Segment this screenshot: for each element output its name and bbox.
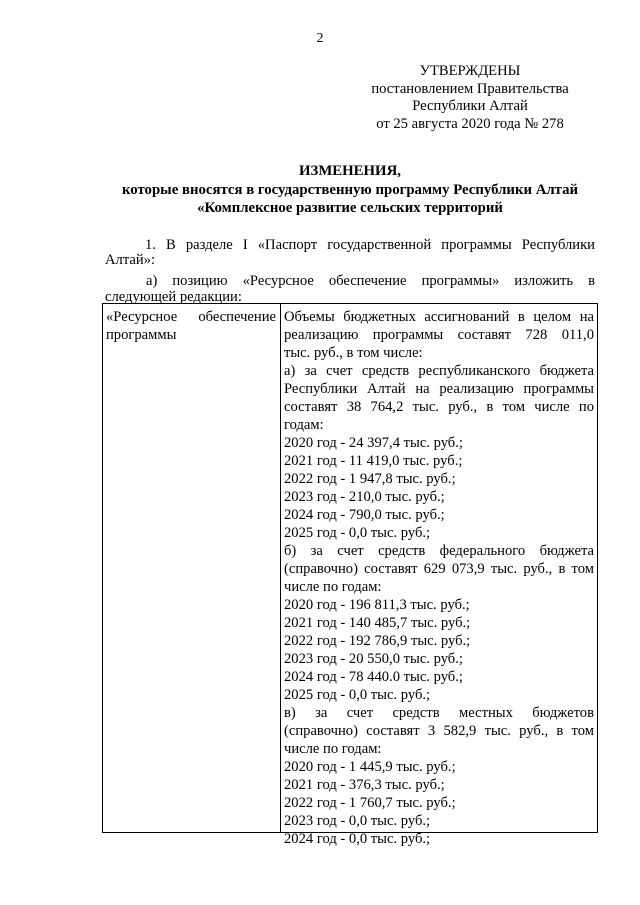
table-right-line: 2021 год - 376,3 тыс. руб.; [284, 777, 445, 793]
document-subtitle-line-1: которые вносятся в государственную программу Республики Алтай [121, 182, 579, 198]
approval-title: УТВЕРЖДЕНЫ [419, 63, 521, 79]
table-right-line: 2020 год - 196 811,3 тыс. руб.; [284, 597, 470, 613]
table-right-line: (справочно) составят 629 073,9 тыс. руб., в том [284, 561, 594, 577]
table-right-line: составят 38 764,2 тыс. руб., в том числе по [284, 399, 594, 415]
table-right-line: (справочно) составят 3 582,9 тыс. руб., в том [284, 723, 594, 739]
item-1-text: В разделе I «Паспорт государственной программы Республики [166, 237, 595, 253]
approval-line-3: от 25 августа 2020 года № 278 [376, 116, 564, 132]
document-title: ИЗМЕНЕНИЯ, [299, 163, 401, 179]
table-right-line: 2025 год - 0,0 тыс. руб.; [284, 687, 431, 703]
page-number: 2 [316, 31, 324, 46]
table-right-line: 2020 год - 1 445,9 тыс. руб.; [284, 759, 456, 775]
document-subtitle-line-2: «Комплексное развитие сельских территорий [197, 200, 503, 216]
table-right-line: 2022 год - 1 760,7 тыс. руб.; [284, 795, 456, 811]
sub-item-a-line-1: а) позицию «Ресурсное обеспечение программы» изложить в [146, 273, 595, 289]
left-cell-line-2: программы [106, 327, 177, 343]
table-right-line: б) за счет средств федерального бюджета [284, 543, 594, 559]
table-right-line: реализацию программы составят 728 011,0 [284, 327, 594, 343]
table-right-line: 2020 год - 24 397,4 тыс. руб.; [284, 435, 463, 451]
item-1-line-2: Алтай»: [105, 252, 156, 268]
table-right-line: 2024 год - 78 440.0 тыс. руб.; [284, 669, 463, 685]
table-column-divider [280, 303, 281, 833]
sub-item-a-line-2: следующей редакции: [105, 289, 242, 305]
table-right-line: 2025 год - 0,0 тыс. руб.; [284, 525, 431, 541]
table-right-line: 2022 год - 1 947,8 тыс. руб.; [284, 471, 456, 487]
approval-line-2: Республики Алтай [412, 98, 528, 114]
table-right-line: 2022 год - 192 786,9 тыс. руб.; [284, 633, 471, 649]
table-right-line: тыс. руб., в том числе: [284, 345, 423, 361]
table-right-line: 2024 год - 790,0 тыс. руб.; [284, 507, 445, 523]
table-right-line: в) за счет средств местных бюджетов [284, 705, 594, 721]
table-right-line: 2023 год - 210,0 тыс. руб.; [284, 489, 445, 505]
table-right-line: 2023 год - 0,0 тыс. руб.; [284, 813, 431, 829]
left-cell-line-1: «Ресурсное обеспечение [106, 309, 276, 325]
approval-line-1: постановлением Правительства [371, 81, 569, 97]
table-right-line: числе по годам: [284, 741, 382, 757]
table-right-line: 2023 год - 20 550,0 тыс. руб.; [284, 651, 463, 667]
table-right-line: 2021 год - 11 419,0 тыс. руб.; [284, 453, 463, 469]
table-right-cell [284, 308, 594, 848]
item-1-number: 1. [145, 237, 156, 253]
table-left-cell [106, 308, 276, 344]
table-right-line: 2021 год - 140 485,7 тыс. руб.; [284, 615, 471, 631]
table-right-line: числе по годам: [284, 579, 382, 595]
table-right-line: годам: [284, 417, 324, 433]
table-right-line: Объемы бюджетных ассигнований в целом на [284, 309, 594, 325]
table-right-line: 2024 год - 0,0 тыс. руб.; [284, 831, 431, 847]
table-right-line: Республики Алтай на реализацию программы [284, 381, 594, 397]
table-right-line: а) за счет средств республиканского бюджета [284, 363, 594, 379]
